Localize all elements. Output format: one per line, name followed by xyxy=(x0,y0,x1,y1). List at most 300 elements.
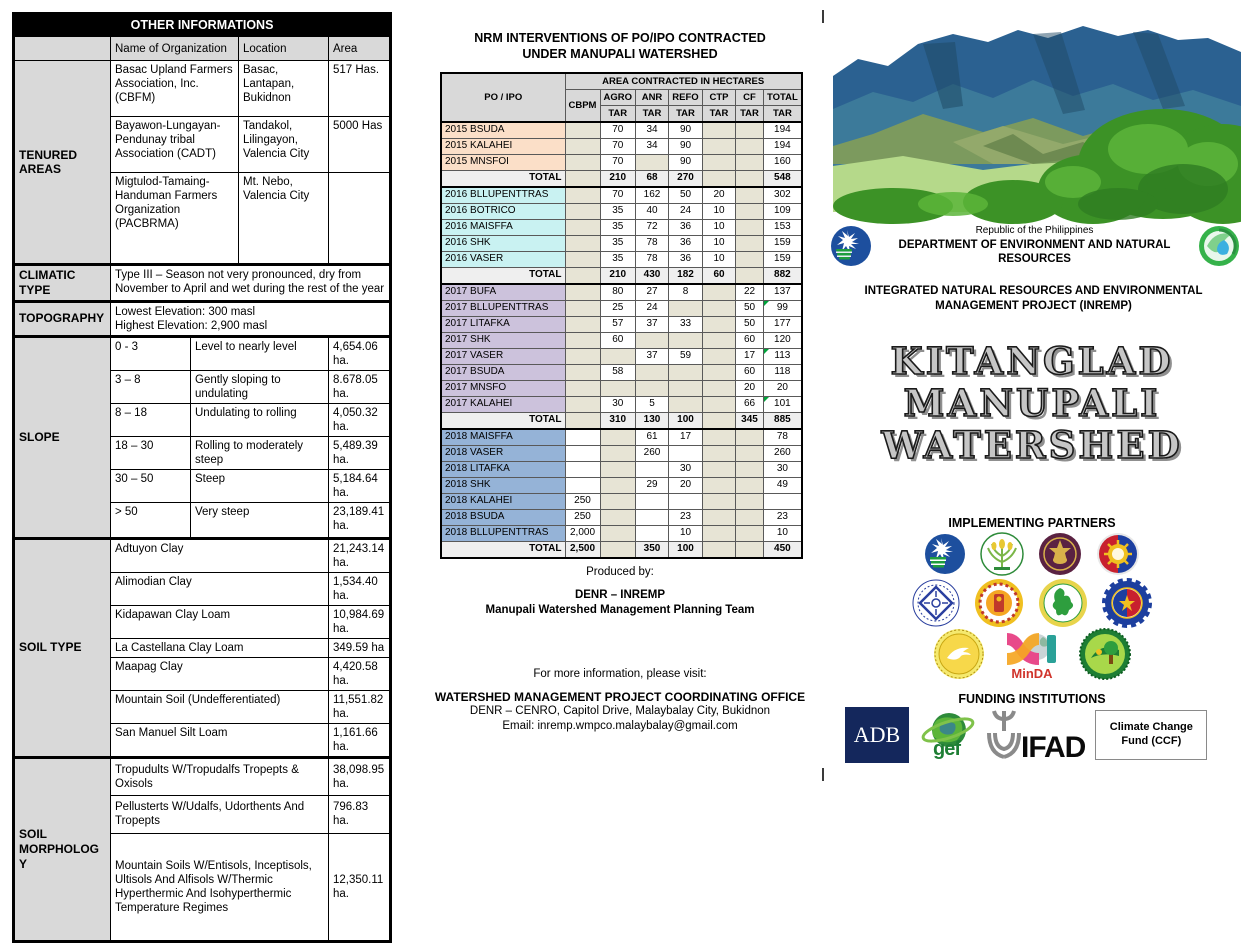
group-total-value xyxy=(736,268,764,285)
value-cell xyxy=(736,122,764,139)
center-title-line2: UNDER MANUPALI WATERSHED xyxy=(522,47,718,62)
red-seal-commission-logo xyxy=(974,578,1024,628)
center-title xyxy=(425,30,815,63)
value-cell xyxy=(703,333,736,349)
value-cell xyxy=(565,429,600,446)
value-cell: 162 xyxy=(636,187,669,204)
col-header-agro: AGRO xyxy=(600,90,636,106)
left-table-title: OTHER INFORMATIONS xyxy=(14,14,391,37)
soil-morphology-label: SOIL MORPHOLOGY xyxy=(14,757,111,941)
soil-area: 349.59 ha xyxy=(329,638,391,657)
gef-label: gef xyxy=(933,738,960,760)
group-total-value xyxy=(703,171,736,188)
value-cell xyxy=(736,462,764,478)
value-cell: 29 xyxy=(636,478,669,494)
value-cell: 37 xyxy=(636,317,669,333)
value-cell: 23 xyxy=(669,510,703,526)
value-cell: 36 xyxy=(669,220,703,236)
value-cell xyxy=(736,204,764,220)
value-cell: 153 xyxy=(764,220,802,236)
value-cell xyxy=(703,429,736,446)
other-informations-table xyxy=(12,12,392,943)
value-cell: 78 xyxy=(636,252,669,268)
value-cell: 35 xyxy=(600,252,636,268)
produced-by-org: DENR – INREMP xyxy=(574,589,666,601)
soil-name: Adtuyon Clay xyxy=(111,538,329,572)
value-cell xyxy=(600,462,636,478)
nrm-table-body xyxy=(441,73,802,558)
value-cell xyxy=(565,478,600,494)
group-total-value xyxy=(736,171,764,188)
area-header: Area xyxy=(329,37,391,61)
group-total-value xyxy=(565,268,600,285)
green-watershed-council-logo xyxy=(1079,628,1131,680)
group-total-value xyxy=(703,542,736,559)
value-cell xyxy=(736,155,764,171)
value-cell xyxy=(600,494,636,510)
project-title-line2: MANAGEMENT PROJECT (INREMP) xyxy=(935,299,1132,312)
tar-subheader: TAR xyxy=(600,106,636,123)
value-cell: 10 xyxy=(703,204,736,220)
gef-logo xyxy=(919,706,977,764)
value-cell xyxy=(703,155,736,171)
value-cell: 70 xyxy=(600,122,636,139)
area-contracted-header: AREA CONTRACTED IN HECTARES xyxy=(565,73,802,90)
po-ipo-row-label: 2018 KALAHEI xyxy=(441,494,565,510)
value-cell: 50 xyxy=(669,187,703,204)
org-location: Mt. Nebo, Valencia City xyxy=(239,173,329,265)
topography-value: Lowest Elevation: 300 masl Highest Elevation: 2,900 masl xyxy=(111,301,391,336)
slope-area: 5,184.64 ha. xyxy=(329,469,391,502)
value-cell: 30 xyxy=(669,462,703,478)
morphology-area: 796.83 ha. xyxy=(329,795,391,833)
value-cell: 90 xyxy=(669,139,703,155)
group-total-value: 882 xyxy=(764,268,802,285)
slope-area: 8.678.05 ha. xyxy=(329,370,391,403)
corner-cell xyxy=(14,37,111,61)
value-cell: 10 xyxy=(669,526,703,542)
value-cell xyxy=(736,187,764,204)
org-name: Migtulod-Tamaing-Handuman Farmers Organization (PACBRMA) xyxy=(111,173,239,265)
value-cell: 20 xyxy=(736,381,764,397)
value-cell: 34 xyxy=(636,139,669,155)
value-cell: 59 xyxy=(669,349,703,365)
value-cell xyxy=(669,446,703,462)
blue-gear-department-logo xyxy=(1102,578,1152,628)
value-cell xyxy=(703,526,736,542)
value-cell: 2,000 xyxy=(565,526,600,542)
produced-by-team: Manupali Watershed Management Planning Team xyxy=(485,604,755,616)
group-total-value: 2,500 xyxy=(565,542,600,559)
minda-logo xyxy=(1003,629,1061,680)
morphology-name: Tropudults W/Tropudalfs Tropepts & Oxisols xyxy=(111,757,329,795)
value-cell xyxy=(636,155,669,171)
group-total-value: 68 xyxy=(636,171,669,188)
morphology-name: Mountain Soils W/Entisols, Inceptisols, Ultisols And Alfisols W/Thermic Hyperthermic And Isohyperthermic Temperature Regimes xyxy=(111,833,329,941)
implementing-partners-heading: IMPLEMENTING PARTNERS xyxy=(948,516,1116,530)
group-total-label: TOTAL xyxy=(441,413,565,430)
value-cell: 35 xyxy=(600,204,636,220)
value-cell xyxy=(565,155,600,171)
value-cell xyxy=(565,397,600,413)
group-total-value: 100 xyxy=(669,542,703,559)
po-ipo-row-label: 2016 BOTRICO xyxy=(441,204,565,220)
partners-row-3 xyxy=(823,628,1241,680)
morphology-area: 12,350.11 ha. xyxy=(329,833,391,941)
group-total-value: 310 xyxy=(600,413,636,430)
value-cell xyxy=(736,236,764,252)
org-name: Bayawon-Lungayan-Pendunay tribal Association (CADT) xyxy=(111,117,239,173)
value-cell: 49 xyxy=(764,478,802,494)
po-ipo-row-label: 2017 BUFA xyxy=(441,284,565,301)
value-cell: 33 xyxy=(669,317,703,333)
value-cell xyxy=(565,220,600,236)
value-cell: 40 xyxy=(636,204,669,220)
slope-area: 5,489.39 ha. xyxy=(329,436,391,469)
soil-area: 10,984.69 ha. xyxy=(329,605,391,638)
value-cell: 24 xyxy=(636,301,669,317)
value-cell: 35 xyxy=(600,220,636,236)
value-cell xyxy=(703,122,736,139)
info-address: DENR – CENRO, Capitol Drive, Malaybalay City, Bukidnon xyxy=(469,705,771,717)
climatic-type-value: Type III – Season not very pronounced, dry from November to April and wet during the rest of the year xyxy=(111,265,391,301)
group-total-label: TOTAL xyxy=(441,542,565,559)
po-ipo-row-label: 2015 BSUDA xyxy=(441,122,565,139)
value-cell xyxy=(636,381,669,397)
soil-name: Maapag Clay xyxy=(111,657,329,690)
value-cell: 250 xyxy=(565,494,600,510)
value-cell: 66 xyxy=(736,397,764,413)
partners-row-2 xyxy=(823,578,1241,628)
value-cell xyxy=(600,510,636,526)
group-total-value: 210 xyxy=(600,171,636,188)
soil-name: Kidapawan Clay Loam xyxy=(111,605,329,638)
group-total-value: 210 xyxy=(600,268,636,285)
value-cell xyxy=(669,301,703,317)
value-cell xyxy=(565,462,600,478)
adb-logo xyxy=(845,707,909,763)
value-cell: 160 xyxy=(764,155,802,171)
value-cell xyxy=(764,494,802,510)
org-name: Basac Upland Farmers Association, Inc. (CBFM) xyxy=(111,61,239,117)
org-location: Basac, Lantapan, Bukidnon xyxy=(239,61,329,117)
project-title xyxy=(826,284,1241,314)
blue-diamond-commission-logo xyxy=(912,579,960,627)
department-of-agriculture-logo xyxy=(980,532,1024,576)
org-area: 517 Has. xyxy=(329,61,391,117)
value-cell: 194 xyxy=(764,122,802,139)
slope-description: Rolling to moderately steep xyxy=(191,436,329,469)
value-cell xyxy=(565,236,600,252)
slope-area: 4,050.32 ha. xyxy=(329,403,391,436)
po-ipo-row-label: 2016 MAISFFA xyxy=(441,220,565,236)
minda-label: MinDA xyxy=(1011,665,1053,681)
value-cell xyxy=(669,397,703,413)
value-cell xyxy=(703,301,736,317)
value-cell xyxy=(736,139,764,155)
value-cell: 30 xyxy=(600,397,636,413)
group-total-value: 270 xyxy=(669,171,703,188)
po-ipo-row-label: 2017 VASER xyxy=(441,349,565,365)
ccf-line2: Fund (CCF) xyxy=(1121,735,1182,747)
group-total-value xyxy=(600,542,636,559)
value-cell: 10 xyxy=(703,236,736,252)
ccf-line1: Climate Change xyxy=(1109,721,1193,734)
soil-area: 4,420.58 ha. xyxy=(329,657,391,690)
group-total-label: TOTAL xyxy=(441,268,565,285)
value-cell: 70 xyxy=(600,139,636,155)
value-cell xyxy=(703,365,736,381)
group-total-value: 548 xyxy=(764,171,802,188)
value-cell xyxy=(565,446,600,462)
po-ipo-row-label: 2018 BLLUPENTTRAS xyxy=(441,526,565,542)
value-cell xyxy=(636,462,669,478)
slope-range: 8 – 18 xyxy=(111,403,191,436)
value-cell xyxy=(565,333,600,349)
denr-logo xyxy=(924,533,966,575)
value-cell xyxy=(636,333,669,349)
league-of-cities-logo xyxy=(933,628,985,680)
department-of-finance-logo xyxy=(1038,532,1082,576)
value-cell: 78 xyxy=(764,429,802,446)
value-cell: 50 xyxy=(736,301,764,317)
value-cell xyxy=(636,494,669,510)
value-cell: 60 xyxy=(736,333,764,349)
ifad-wheat-icon xyxy=(987,709,1021,761)
value-cell: 159 xyxy=(764,236,802,252)
location-header: Location xyxy=(239,37,329,61)
slope-description: Undulating to rolling xyxy=(191,403,329,436)
value-cell: 109 xyxy=(764,204,802,220)
value-cell: 194 xyxy=(764,139,802,155)
value-cell xyxy=(669,494,703,510)
org-area xyxy=(329,173,391,265)
value-cell: 120 xyxy=(764,333,802,349)
soil-name: La Castellana Clay Loam xyxy=(111,638,329,657)
value-cell xyxy=(636,526,669,542)
value-cell: 10 xyxy=(703,252,736,268)
value-cell: 22 xyxy=(736,284,764,301)
value-cell xyxy=(703,317,736,333)
info-email: Email: inremp.wmpco.malaybalay@gmail.com xyxy=(502,720,738,732)
minda-emblem-icon xyxy=(1003,629,1061,669)
po-ipo-row-label: 2016 SHK xyxy=(441,236,565,252)
value-cell: 24 xyxy=(669,204,703,220)
value-cell: 34 xyxy=(636,122,669,139)
group-total-value: 130 xyxy=(636,413,669,430)
org-area: 5000 Has xyxy=(329,117,391,173)
po-ipo-row-label: 2015 MNSFOI xyxy=(441,155,565,171)
denr-logo-icon xyxy=(830,225,872,267)
fold-mark-top xyxy=(822,10,824,23)
topography-label: TOPOGRAPHY xyxy=(14,301,111,336)
group-total-value xyxy=(565,171,600,188)
soil-name: San Manuel Silt Loam xyxy=(111,723,329,757)
group-total-value: 430 xyxy=(636,268,669,285)
po-ipo-row-label: 2016 VASER xyxy=(441,252,565,268)
green-map-seal-logo xyxy=(1038,578,1088,628)
info-label: For more information, please visit: xyxy=(533,668,707,680)
value-cell xyxy=(600,349,636,365)
group-total-value: 450 xyxy=(764,542,802,559)
value-cell xyxy=(565,301,600,317)
value-cell: 90 xyxy=(669,122,703,139)
watershed-title xyxy=(823,340,1241,466)
value-cell: 61 xyxy=(636,429,669,446)
value-cell: 50 xyxy=(736,317,764,333)
adb-label: ADB xyxy=(853,722,901,747)
value-cell xyxy=(565,284,600,301)
po-ipo-row-label: 2018 BSUDA xyxy=(441,510,565,526)
ifad-logo xyxy=(987,709,1086,764)
col-header-ctp: CTP xyxy=(703,90,736,106)
value-cell xyxy=(703,284,736,301)
slope-label: SLOPE xyxy=(14,336,111,538)
value-cell: 20 xyxy=(703,187,736,204)
republic-line: Republic of the Philippines xyxy=(975,225,1094,237)
info-office: WATERSHED MANAGEMENT PROJECT COORDINATING OFFICE xyxy=(434,690,806,704)
tar-subheader: TAR xyxy=(636,106,669,123)
value-cell xyxy=(736,446,764,462)
group-total-value: 885 xyxy=(764,413,802,430)
slope-range: 0 - 3 xyxy=(111,336,191,370)
climatic-type-label: CLIMATIC TYPE xyxy=(14,265,111,301)
value-cell xyxy=(669,381,703,397)
tenured-areas-label: TENURED AREAS xyxy=(14,61,111,265)
value-cell xyxy=(703,494,736,510)
value-cell: 80 xyxy=(600,284,636,301)
value-cell xyxy=(736,494,764,510)
value-cell xyxy=(565,349,600,365)
value-cell xyxy=(703,349,736,365)
inremp-logo-icon xyxy=(1197,224,1241,268)
ifad-label: IFAD xyxy=(1021,731,1086,764)
center-title-line1: NRM INTERVENTIONS OF PO/IPO CONTRACTED xyxy=(474,31,766,45)
value-cell xyxy=(565,204,600,220)
value-cell xyxy=(600,446,636,462)
slope-range: > 50 xyxy=(111,502,191,538)
value-cell xyxy=(600,478,636,494)
value-cell xyxy=(565,122,600,139)
produced-by-label: Produced by: xyxy=(586,566,654,578)
funding-row xyxy=(845,706,1241,764)
value-cell xyxy=(736,478,764,494)
soil-area: 1,534.40 ha. xyxy=(329,572,391,605)
value-cell: 57 xyxy=(600,317,636,333)
po-ipo-row-label: 2017 BSUDA xyxy=(441,365,565,381)
org-location: Tandakol, Lilingayon, Valencia City xyxy=(239,117,329,173)
value-cell xyxy=(703,462,736,478)
value-cell: 23 xyxy=(764,510,802,526)
value-cell: 17 xyxy=(736,349,764,365)
po-ipo-row-label: 2015 KALAHEI xyxy=(441,139,565,155)
morphology-name: Pellusterts W/Udalfs, Udorthents And Tropepts xyxy=(111,795,329,833)
po-ipo-row-label: 2017 BLLUPENTTRAS xyxy=(441,301,565,317)
value-cell: 17 xyxy=(669,429,703,446)
tar-subheader: TAR xyxy=(764,106,802,123)
org-name-header: Name of Organization xyxy=(111,37,239,61)
value-cell: 20 xyxy=(669,478,703,494)
value-cell: 10 xyxy=(703,220,736,236)
value-cell: 30 xyxy=(764,462,802,478)
fold-mark-bottom xyxy=(822,768,824,781)
value-cell: 250 xyxy=(565,510,600,526)
funding-institutions-heading: FUNDING INSTITUTIONS xyxy=(958,692,1106,706)
value-cell: 36 xyxy=(669,236,703,252)
value-cell xyxy=(703,478,736,494)
morphology-area: 38,098.95 ha. xyxy=(329,757,391,795)
denr-header-text xyxy=(872,225,1197,266)
nrm-interventions-table xyxy=(440,72,803,559)
value-cell: 70 xyxy=(600,155,636,171)
value-cell: 72 xyxy=(636,220,669,236)
slope-description: Very steep xyxy=(191,502,329,538)
ncip-logo xyxy=(1096,532,1140,576)
slope-description: Level to nearly level xyxy=(191,336,329,370)
value-cell: 118 xyxy=(764,365,802,381)
tar-subheader: TAR xyxy=(703,106,736,123)
value-cell xyxy=(565,187,600,204)
po-ipo-header: PO / IPO xyxy=(441,73,565,122)
soil-area: 1,161.66 ha. xyxy=(329,723,391,757)
po-ipo-row-label: 2016 BLLUPENTTRAS xyxy=(441,187,565,204)
value-cell: 90 xyxy=(669,155,703,171)
value-cell: 20 xyxy=(764,381,802,397)
value-cell xyxy=(565,317,600,333)
watershed-title-line3: WATERSHED xyxy=(881,423,1183,467)
value-cell xyxy=(600,526,636,542)
value-cell xyxy=(736,526,764,542)
value-cell: 260 xyxy=(636,446,669,462)
watershed-title-line1: KITANGLAD xyxy=(890,339,1174,383)
soil-name: Alimodian Clay xyxy=(111,572,329,605)
value-cell: 137 xyxy=(764,284,802,301)
soil-area: 11,551.82 ha. xyxy=(329,690,391,723)
value-cell: 5 xyxy=(636,397,669,413)
slope-range: 30 – 50 xyxy=(111,469,191,502)
value-cell: 101 xyxy=(764,397,802,413)
po-ipo-row-label: 2017 SHK xyxy=(441,333,565,349)
value-cell: 99 xyxy=(764,301,802,317)
value-cell: 60 xyxy=(736,365,764,381)
project-title-line1: INTEGRATED NATURAL RESOURCES AND ENVIRONMENTAL xyxy=(864,285,1203,297)
value-cell xyxy=(703,139,736,155)
denr-header xyxy=(830,224,1241,268)
po-ipo-row-label: 2018 LITAFKA xyxy=(441,462,565,478)
kitanglad-mountain-photo xyxy=(833,14,1241,212)
value-cell: 37 xyxy=(636,349,669,365)
group-total-label: TOTAL xyxy=(441,171,565,188)
soil-area: 21,243.14 ha. xyxy=(329,538,391,572)
value-cell: 78 xyxy=(636,236,669,252)
value-cell: 177 xyxy=(764,317,802,333)
value-cell xyxy=(703,397,736,413)
group-total-value xyxy=(736,542,764,559)
value-cell: 60 xyxy=(600,333,636,349)
tar-subheader: TAR xyxy=(736,106,764,123)
po-ipo-row-label: 2018 VASER xyxy=(441,446,565,462)
col-header-refo: REFO xyxy=(669,90,703,106)
value-cell: 8 xyxy=(669,284,703,301)
value-cell xyxy=(703,446,736,462)
value-cell xyxy=(636,510,669,526)
group-total-value: 182 xyxy=(669,268,703,285)
slope-area: 23,189.41 ha. xyxy=(329,502,391,538)
value-cell xyxy=(636,365,669,381)
group-total-value: 60 xyxy=(703,268,736,285)
value-cell: 35 xyxy=(600,236,636,252)
partners-row-1 xyxy=(823,532,1241,576)
